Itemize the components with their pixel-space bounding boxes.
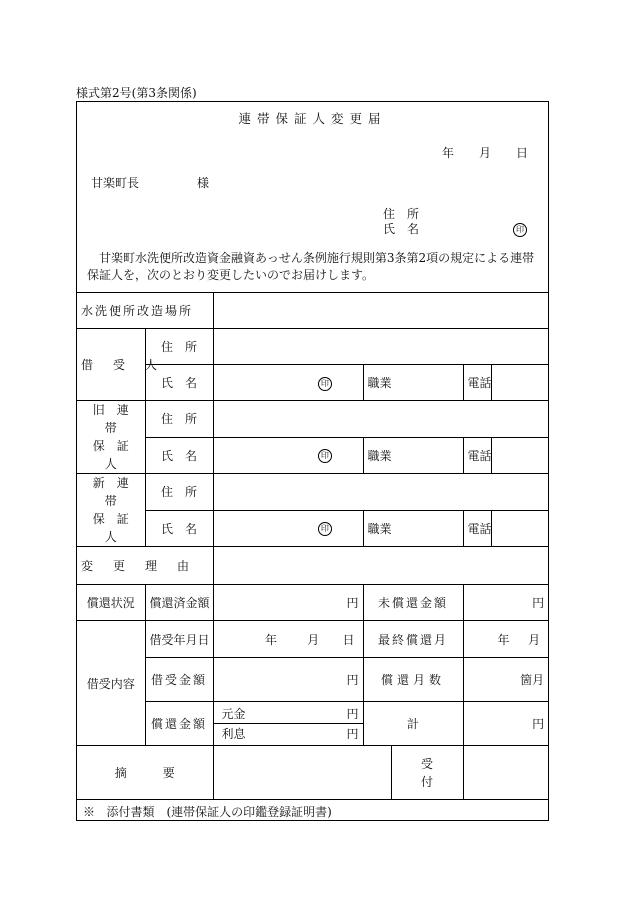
total-yen: 円 bbox=[532, 717, 545, 731]
summary-label: 摘 要 bbox=[77, 746, 213, 800]
borrower-seal: 印 bbox=[318, 377, 332, 391]
summary-field[interactable] bbox=[213, 746, 391, 800]
new-guarantor-seal: 印 bbox=[318, 522, 332, 536]
form-title: 連帯保証人変更届 bbox=[238, 111, 387, 126]
borrow-day: 日 bbox=[342, 632, 355, 647]
repay-breakdown bbox=[213, 702, 363, 746]
attachments-mark: ※ bbox=[83, 805, 96, 820]
borrowed-amount-field[interactable] bbox=[213, 658, 363, 702]
new-guarantor-occupation-label: 職業 bbox=[363, 510, 463, 547]
total-field[interactable] bbox=[463, 702, 548, 746]
principal-field[interactable] bbox=[288, 704, 363, 724]
site-field[interactable] bbox=[213, 293, 548, 329]
repay-months-field[interactable] bbox=[463, 658, 548, 702]
addressee: 甘楽町長 bbox=[91, 176, 140, 190]
borrower-name-label: 氏 名 bbox=[145, 365, 213, 401]
borrowed-yen: 円 bbox=[346, 673, 359, 687]
old-guarantor-seal: 印 bbox=[318, 449, 332, 463]
repayment-status-label: 償還状況 bbox=[77, 585, 145, 621]
interest-label: 利息 bbox=[221, 727, 246, 742]
borrower-phone-label: 電話 bbox=[463, 365, 491, 401]
interest-field[interactable] bbox=[288, 724, 363, 744]
borrowed-amount-label: 借受金額 bbox=[145, 658, 213, 702]
new-guarantor-name-field[interactable] bbox=[213, 510, 363, 547]
final-month-field[interactable] bbox=[463, 621, 548, 658]
borrow-date-label: 借受年月日 bbox=[145, 621, 213, 658]
form-frame bbox=[76, 101, 549, 821]
received-field[interactable] bbox=[463, 746, 548, 800]
new-guarantor-address-label: 住 所 bbox=[145, 474, 213, 511]
repay-amount-label: 償還金額 bbox=[145, 702, 213, 746]
old-guarantor-occupation-label: 職業 bbox=[363, 437, 463, 474]
received-label: 受 付 bbox=[391, 746, 463, 800]
form-table bbox=[77, 292, 548, 824]
borrow-date-field[interactable] bbox=[213, 621, 363, 658]
attachments-note bbox=[77, 800, 548, 824]
date-month: 月 bbox=[479, 146, 492, 160]
new-guarantor-name-label: 氏 名 bbox=[145, 510, 213, 547]
site-label: 水洗便所改造場所 bbox=[77, 293, 213, 329]
date-year: 年 bbox=[442, 146, 455, 160]
intro-text: 甘楽町水洗便所改造資金融資あっせん条例施行規則第3条第2項の規定による連帯保証人を，次のとおり変更したいのでお届けします。 bbox=[87, 251, 535, 282]
borrower-label: 借 受 人 bbox=[77, 329, 145, 401]
borrower-name-field[interactable] bbox=[213, 365, 363, 401]
final-month-label: 最終償還月 bbox=[363, 621, 463, 658]
applicant-name-label: 氏 名 bbox=[383, 222, 420, 236]
old-guarantor-phone-field[interactable] bbox=[491, 437, 548, 474]
borrow-year: 年 bbox=[264, 632, 277, 647]
old-guarantor-address-label: 住 所 bbox=[145, 401, 213, 438]
attachments-text: 添付書類 (連帯保証人の印鑑登録証明書) bbox=[106, 805, 332, 820]
new-guarantor-address-field[interactable] bbox=[213, 474, 548, 511]
borrower-address-field[interactable] bbox=[213, 329, 548, 365]
unpaid-amount-field[interactable] bbox=[463, 585, 548, 621]
months-unit: 箇月 bbox=[520, 673, 545, 687]
loan-details-label: 借受内容 bbox=[77, 621, 145, 746]
old-guarantor-name-field[interactable] bbox=[213, 437, 363, 474]
old-guarantor-address-field[interactable] bbox=[213, 401, 548, 438]
seal-mark: 印 bbox=[513, 223, 527, 237]
interest-yen: 円 bbox=[346, 727, 359, 742]
old-guarantor-label: 旧 連 帯 保 証 人 bbox=[77, 401, 145, 474]
unpaid-yen: 円 bbox=[532, 596, 545, 610]
repaid-yen: 円 bbox=[346, 596, 359, 610]
borrow-month: 月 bbox=[307, 632, 320, 647]
repaid-amount-field[interactable] bbox=[213, 585, 363, 621]
total-label: 計 bbox=[363, 702, 463, 746]
principal-label: 元金 bbox=[214, 704, 289, 724]
final-month: 月 bbox=[528, 632, 541, 647]
reason-field[interactable] bbox=[213, 547, 548, 585]
repay-months-label: 償還月数 bbox=[363, 658, 463, 702]
borrower-phone-field[interactable] bbox=[491, 365, 548, 401]
honorific: 様 bbox=[197, 176, 210, 190]
reason-label: 変 更 理 由 bbox=[77, 547, 213, 585]
form-code: 様式第2号(第3条関係) bbox=[76, 86, 197, 100]
borrower-address-label: 住 所 bbox=[145, 329, 213, 365]
new-guarantor-label: 新 連 帯 保 証 人 bbox=[77, 474, 145, 547]
date-day: 日 bbox=[516, 146, 529, 160]
new-guarantor-phone-field[interactable] bbox=[491, 510, 548, 547]
new-guarantor-phone-label: 電話 bbox=[463, 510, 491, 547]
principal-yen: 円 bbox=[346, 706, 359, 721]
unpaid-amount-label: 未償還金額 bbox=[363, 585, 463, 621]
final-year: 年 bbox=[497, 632, 510, 647]
applicant-address-label: 住 所 bbox=[383, 207, 420, 221]
borrower-occupation-label: 職業 bbox=[363, 365, 463, 401]
old-guarantor-phone-label: 電話 bbox=[463, 437, 491, 474]
repaid-amount-label: 償還済金額 bbox=[145, 585, 213, 621]
old-guarantor-name-label: 氏 名 bbox=[145, 437, 213, 474]
